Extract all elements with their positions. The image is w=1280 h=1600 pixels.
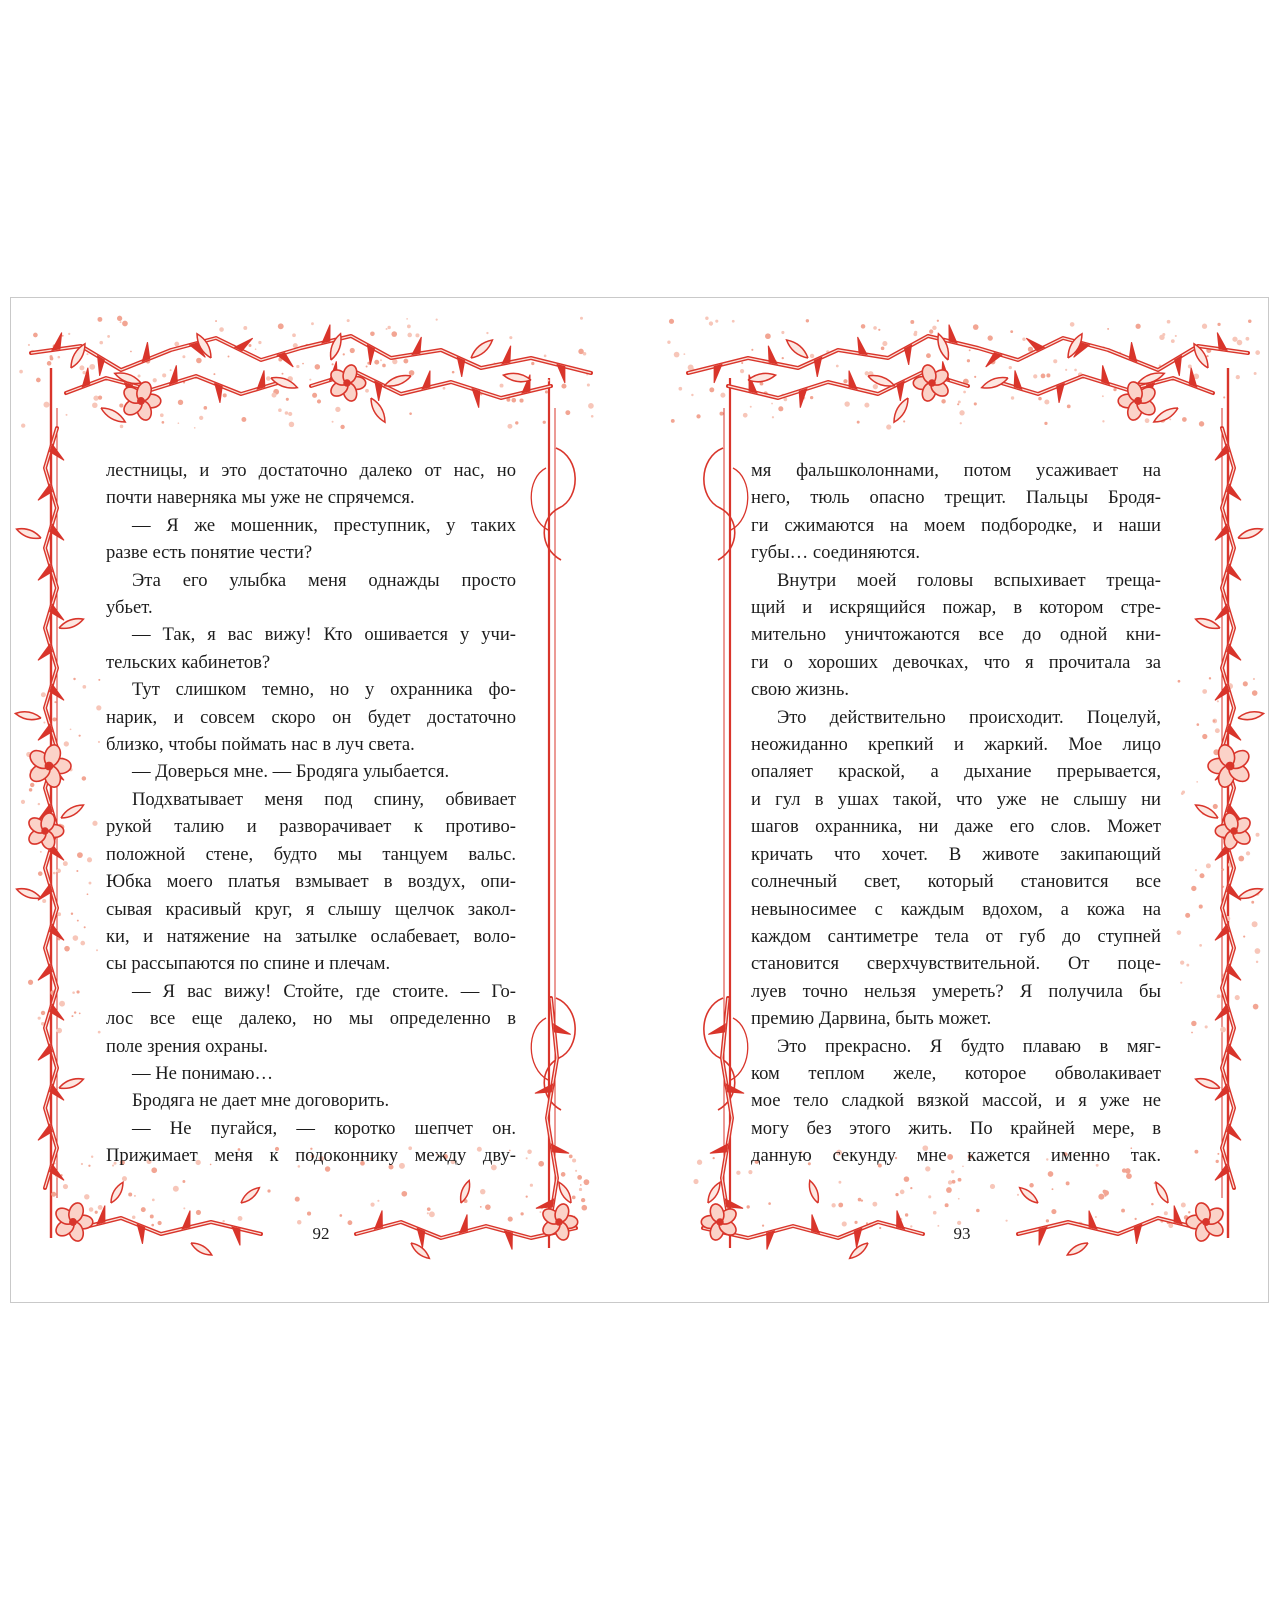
text-line: премию Дарвина, быть может. xyxy=(751,1008,992,1030)
text-line: сы рассыпаются по спине и плечам. xyxy=(106,953,391,975)
leaf-icon xyxy=(850,1243,868,1258)
text-line: опаляет краской, а дыхание прерывается, xyxy=(751,761,1161,783)
text-line: поле зрения охраны. xyxy=(106,1035,268,1057)
leaf-icon xyxy=(411,1243,429,1258)
text-line: Бродяга не дает мне договорить. xyxy=(132,1090,390,1112)
leaf-icon xyxy=(471,340,492,358)
leaf-icon xyxy=(17,889,41,899)
leaf-icon xyxy=(559,1182,571,1203)
page-number: 93 xyxy=(953,1224,971,1243)
leaf-icon xyxy=(61,805,84,818)
leaf-icon xyxy=(787,340,808,358)
text-line: ки, и натяжение на затылке ослабевает, воло- xyxy=(106,925,516,947)
text-line: мительно уничтожаются все до одной кни- xyxy=(751,624,1161,646)
text-line: — Так, я вас вижу! Кто ошивается у учи- xyxy=(132,624,516,646)
text-line: Тут слишком темно, но у охранника фо- xyxy=(132,679,516,701)
rose-flower-icon xyxy=(1208,743,1252,790)
leaf-icon xyxy=(1156,1182,1168,1203)
text-line: и гул в ушах такой, что уже не слышу ни xyxy=(751,788,1161,810)
leaf-icon xyxy=(371,398,385,422)
text-line: шагов охранника, ни даже его слов. Может xyxy=(751,816,1161,838)
text-line: Это прекрасно. Я будто плаваю в мяг- xyxy=(777,1035,1161,1057)
leaf-icon xyxy=(1154,408,1178,422)
text-line: неожиданно крепкий и жаркий. Мое лицо xyxy=(751,734,1161,756)
leaf-icon xyxy=(191,1243,212,1255)
leaf-icon xyxy=(1067,1243,1088,1255)
text-line: нарик, и совсем скоро он будет достаточно xyxy=(106,706,516,728)
text-line: свою жизнь. xyxy=(751,679,849,701)
leaf-icon xyxy=(101,408,125,422)
right-page-text xyxy=(751,457,1161,1170)
rose-flower-icon xyxy=(53,1201,93,1243)
text-line: — Я вас вижу! Стойте, где стоите. — Го- xyxy=(132,980,516,1002)
text-line: положной стене, будто мы танцуем вальс. xyxy=(106,843,516,865)
leaf-icon xyxy=(1238,889,1262,899)
text-line: почти наверняка мы уже не спрячемся. xyxy=(106,487,415,509)
leaf-icon xyxy=(708,1182,720,1203)
text-line: лос все еще далеко, но мы определенно в xyxy=(106,1008,516,1030)
left-page xyxy=(11,298,639,1302)
leaf-icon xyxy=(1238,529,1262,539)
text-line: Это действительно происходит. Поцелуй, xyxy=(777,706,1161,728)
rose-flower-icon xyxy=(26,811,64,851)
leaf-icon xyxy=(503,373,531,381)
leaf-icon xyxy=(1196,619,1220,629)
text-line: ги сжимаются на моем подбородке, и наши xyxy=(751,514,1161,536)
leaf-icon xyxy=(331,334,341,360)
text-line: Подхватывает меня под спину, обвивает xyxy=(132,788,516,810)
text-line: невыносимее с каждым вдохом, а кожа на xyxy=(751,898,1161,920)
leaf-icon xyxy=(385,376,411,386)
text-line: Эта его улыбка меня однажды просто xyxy=(132,569,516,591)
text-line: — Я же мошенник, преступник, у таких xyxy=(132,514,516,536)
leaf-icon xyxy=(461,1180,470,1203)
text-line: убьет. xyxy=(106,597,153,619)
leaf-icon xyxy=(59,619,83,629)
text-line: близко, чтобы поймать нас в луч света. xyxy=(106,734,415,756)
right-page xyxy=(640,298,1268,1302)
text-line: губы… соединяются. xyxy=(751,542,921,564)
text-line: Внутри моей головы вспыхивает треща- xyxy=(777,569,1161,591)
text-line: рукой талию и разворачивает к противо- xyxy=(106,816,516,838)
text-line: — Доверься мне. — Бродяга улыбается. xyxy=(132,761,450,783)
text-line: становится сверхчувствительной. От поце- xyxy=(751,953,1161,975)
leaf-icon xyxy=(1238,712,1264,720)
leaf-icon xyxy=(111,1182,123,1203)
text-line: солнечный свет, который становится все xyxy=(751,871,1161,893)
leaf-icon xyxy=(894,398,908,422)
text-line: могу без этого жить. По крайней мере, в xyxy=(751,1117,1161,1139)
text-line: щий и искрящийся пожар, в котором стре- xyxy=(751,597,1161,619)
text-line: ги о хороших девочках, что я прочитала за xyxy=(751,651,1161,673)
leaf-icon xyxy=(15,712,41,720)
leaf-icon xyxy=(748,373,776,381)
leaf-icon xyxy=(241,1188,259,1203)
book-spread xyxy=(10,297,1269,1303)
text-line: ком теплом желе, которое обволакивает xyxy=(751,1062,1161,1084)
text-line: — Не понимаю… xyxy=(132,1062,274,1084)
text-line: кричать что хочет. В животе закипающий xyxy=(751,843,1161,865)
text-line: сывая красивый круг, я слышу щелчок закол- xyxy=(106,898,516,920)
leaf-icon xyxy=(938,334,948,360)
text-line: Прижимает меня к подоконнику между дву- xyxy=(106,1145,516,1167)
leaf-icon xyxy=(868,376,894,386)
leaf-icon xyxy=(809,1180,818,1203)
leaf-icon xyxy=(1196,1079,1220,1089)
text-line: данную секунду мне кажется именно так. xyxy=(751,1145,1161,1167)
text-line: лестницы, и это достаточно далеко от нас, но xyxy=(106,460,516,481)
leaf-icon xyxy=(17,529,41,539)
text-line: луев точно нельзя умереть? Я получила бы xyxy=(751,980,1161,1002)
text-line: разве есть понятие чести? xyxy=(106,542,313,564)
text-line: — Не пугайся, — коротко шепчет он. xyxy=(132,1117,516,1139)
page-number: 92 xyxy=(312,1224,330,1243)
text-line: мое тело сладкой вязкой массой, и я уже не xyxy=(751,1090,1161,1112)
text-line: него, тюль опасно трещит. Пальцы Бродя- xyxy=(751,487,1161,509)
rose-flower-icon xyxy=(1215,811,1253,851)
leaf-icon xyxy=(982,378,1008,388)
rose-flower-icon xyxy=(1186,1201,1226,1243)
rose-flower-icon xyxy=(27,743,71,790)
text-line: тельских кабинетов? xyxy=(106,651,271,673)
text-line: каждом сантиметре тела от губ до ступней xyxy=(751,925,1161,947)
leaf-icon xyxy=(271,378,297,388)
text-line: Юбка моего платья взмывает в воздух, опи- xyxy=(106,871,516,893)
left-page-text xyxy=(106,457,516,1170)
leaf-icon xyxy=(59,1079,83,1089)
leaf-icon xyxy=(1020,1188,1038,1203)
text-line: мя фальшколоннами, потом усаживает на xyxy=(751,460,1161,481)
